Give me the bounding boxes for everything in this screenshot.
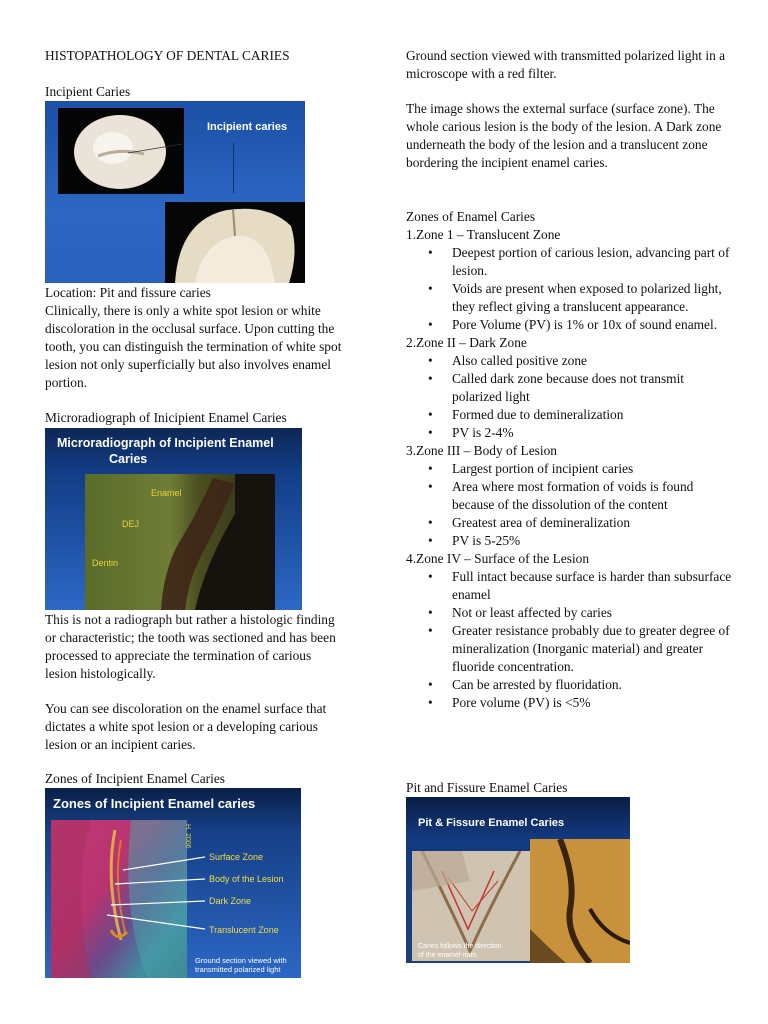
bullet-icon: • — [428, 281, 433, 296]
dark-zone-label: Dark Zone — [209, 896, 252, 906]
zones-caption-line1: Ground section viewed with — [195, 956, 287, 965]
list-item: • Greater resistance probably due to greater degree of mineralization (Inorganic material) and greater fluoride concentration. — [428, 623, 730, 674]
pit-fissure-caption-line2: of the enamel rods. — [418, 952, 478, 959]
list-item: • Full intact because surface is harder than subsurface enamel — [428, 569, 732, 602]
bullet-icon: • — [428, 569, 433, 584]
zones-figure — [45, 788, 301, 978]
bullet-icon: • — [428, 371, 433, 386]
zone-2-title: 2.Zone II – Dark Zone — [406, 335, 527, 350]
location-text: Location: Pit and fissure caries — [45, 285, 211, 300]
list-item: • PV is 5-25% — [428, 533, 521, 548]
zones-figure-title: Zones of Incipient Enamel caries — [53, 796, 256, 811]
pit-fissure-figure-title: Pit & Fissure Enamel Caries — [418, 817, 565, 829]
bullet-icon: • — [428, 677, 433, 692]
zone-4-title: 4.Zone IV – Surface of the Lesion — [406, 551, 590, 566]
list-item: • PV is 2-4% — [428, 425, 514, 440]
list-item: • Pore Volume (PV) is 1% or 10x of sound enamel. — [428, 317, 718, 332]
zone-1-title: 1.Zone 1 – Translucent Zone — [406, 227, 561, 242]
list-item: • Also called positive zone — [428, 353, 587, 368]
bullet-icon: • — [428, 515, 433, 530]
bullet-icon: • — [428, 479, 433, 494]
pit-fissure-caption-line1: Caries follows the direction — [418, 943, 502, 950]
microradiograph-heading: Microradiograph of Inicipient Enamel Caries — [45, 410, 287, 425]
clinical-description: Clinically, there is only a white spot lesion or white discoloration in the occlusal surface. Upon cutting the tooth, you can distinguish the termination of white spot lesion not only superficially but also involves enamel portion. — [45, 303, 342, 390]
bullet-icon: • — [428, 533, 433, 548]
list-item: • Formed due to demineralization — [428, 407, 624, 422]
microradiograph-figure — [45, 428, 302, 610]
bullet-icon: • — [428, 623, 433, 638]
list-item: • Deepest portion of carious lesion, advancing part of lesion. — [428, 245, 730, 278]
microradiograph-title-line1: Microradiograph of Incipient Enamel — [57, 436, 274, 450]
enamel-label: Enamel — [151, 488, 182, 498]
bullet-icon: • — [428, 605, 433, 620]
translucent-zone-label: Translucent Zone — [209, 925, 279, 935]
list-item: • Area where most formation of voids is found because of the dissolution of the content — [428, 479, 694, 512]
page-title: HISTOPATHOLOGY OF DENTAL CARIES — [45, 48, 290, 63]
bullet-icon: • — [428, 461, 433, 476]
list-item: • Greatest area of demineralization — [428, 515, 631, 530]
incipient-caries-label: Incipient caries — [207, 121, 288, 133]
dentin-label: Dentin — [92, 558, 119, 568]
body-of-lesion-label: Body of the Lesion — [209, 874, 284, 884]
list-item: • Called dark zone because does not transmit polarized light — [428, 371, 685, 404]
sectioned-tooth-photo — [165, 202, 305, 283]
list-item: • Can be arrested by fluoridation. — [428, 677, 622, 692]
zones-incipient-heading: Zones of Incipient Enamel Caries — [45, 771, 225, 786]
surface-zone-description: The image shows the external surface (surface zone). The whole carious lesion is the body of the lesion. A Dark zone underneath the body of the lesion and a translucent zone bordering the incipient enamel caries. — [406, 101, 722, 170]
bullet-icon: • — [428, 695, 433, 710]
discoloration-text: You can see discoloration on the enamel surface that dictates a white spot lesion or a developing carious lesion or an incipient caries. — [45, 701, 327, 752]
bullet-icon: • — [428, 407, 433, 422]
list-item: • Pore volume (PV) is <5% — [428, 695, 591, 710]
list-item: • Voids are present when exposed to polarized light, they reflect giving a translucent appearance. — [428, 281, 722, 314]
figure-side-text: H. 2006 — [184, 824, 191, 849]
zone-3-title: 3.Zone III – Body of Lesion — [406, 443, 557, 458]
occlusal-tooth-photo — [58, 108, 184, 194]
ground-section-intro: Ground section viewed with transmitted polarized light in a microscope with a red filter. — [406, 48, 726, 81]
histologic-finding-text: This is not a radiograph but rather a histologic finding or characteristic; the tooth was sectioned and has been processed to appreciate the termination of carious lesion histologically. — [45, 612, 336, 681]
pit-fissure-micrograph — [530, 839, 630, 963]
zones-caption-line2: transmitted polarized light — [195, 965, 281, 974]
pit-fissure-figure — [406, 797, 630, 963]
microradiograph-title-line2: Caries — [109, 452, 148, 466]
bullet-icon: • — [428, 353, 433, 368]
incipient-caries-figure — [45, 101, 305, 283]
pointer-line — [233, 143, 234, 193]
pit-fissure-heading: Pit and Fissure Enamel Caries — [406, 780, 568, 795]
bullet-icon: • — [428, 317, 433, 332]
zones-list — [406, 226, 736, 712]
list-item: • Largest portion of incipient caries — [428, 461, 634, 476]
bullet-icon: • — [428, 425, 433, 440]
dej-label: DEJ — [122, 519, 140, 529]
bullet-icon: • — [428, 245, 433, 260]
list-item: • Not or least affected by caries — [428, 605, 612, 620]
incipient-caries-heading: Incipient Caries — [45, 84, 131, 99]
zones-enamel-caries-heading: Zones of Enamel Caries — [406, 209, 536, 224]
surface-zone-label: Surface Zone — [209, 852, 264, 862]
